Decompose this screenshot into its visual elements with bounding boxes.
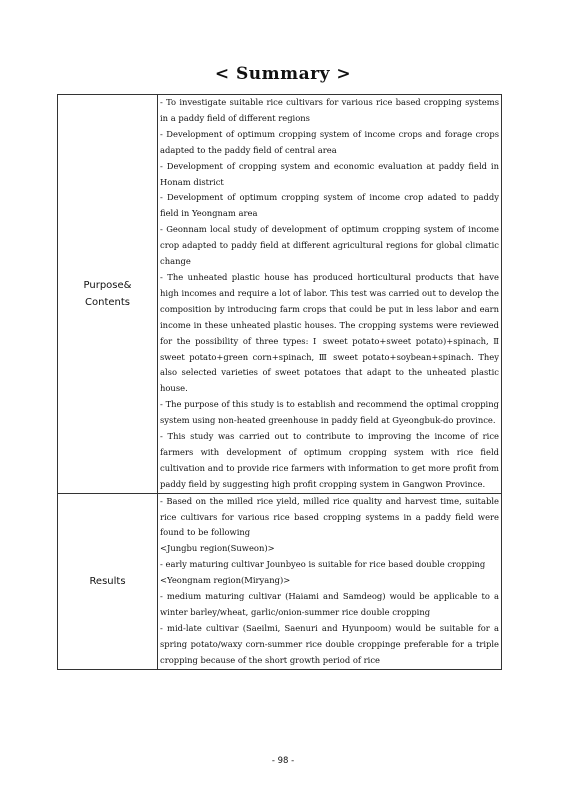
results-label-cell: Results xyxy=(58,493,158,669)
purpose-paragraph: - The purpose of this study is to establish and recommend the optimal cropping system using non-heated greenhouse in paddy field at Gyeongbuk-do province. xyxy=(160,399,499,426)
purpose-paragraph: - Geonnam local study of development of optimum cropping system of income crop adapted to paddy field at different agricultural regions for global climatic change xyxy=(160,224,499,267)
page-number: - 98 - xyxy=(271,756,295,766)
purpose-content-cell xyxy=(158,95,502,494)
results-region-heading: <Jungbu region(Suweon)> xyxy=(160,543,275,554)
purpose-paragraph: - This study was carried out to contribute to improving the income of rice farmers with development of optimum cropping system with rice field cultivation and to provide rice farmers with information to get more profit from paddy field by suggesting high profit cropping system in Gangwon Province. xyxy=(160,431,499,489)
purpose-label-line2: Contents xyxy=(85,296,130,308)
purpose-paragraph: - To investigate suitable rice cultivars for various rice based cropping systems in a paddy field of different regions xyxy=(160,97,499,123)
purpose-paragraph: - The unheated plastic house has produced horticultural products that have high incomes and require a lot of labor. This test was carried out to develop the composition by introducing farm crops that could be put in less labor and earn income in these unheated plastic houses. The cropping systems were reviewed for the possibility of three types: Ⅰ sweet potato+sweet potato)+spinach, Ⅱ sweet potato+green corn+spinach, Ⅲ sweet potato+soybean+spinach. They also selected varieties of sweet potatoes that adapt to the unheated plastic house. xyxy=(160,271,500,394)
purpose-label-cell xyxy=(58,95,158,494)
results-paragraph: - medium maturing cultivar (Haiami and Samdeog) would be applicable to a winter barley/wheat, garlic/onion-summer rice double cropping xyxy=(160,591,499,617)
results-content-cell xyxy=(158,493,502,669)
results-paragraph: - Based on the milled rice yield, milled rice quality and harvest time, suitable rice cultivars for various rice based cropping systems in a paddy field were found to be following xyxy=(160,495,499,538)
purpose-paragraph: - Development of optimum cropping system of income crop adated to paddy field in Yeongnam area xyxy=(160,192,499,219)
page-title: < Summary > xyxy=(214,64,352,84)
purpose-paragraph: - Development of optimum cropping system of income crops and forage crops adapted to the paddy field of central area xyxy=(160,128,499,155)
results-row xyxy=(58,493,502,669)
results-paragraph: - mid-late cultivar (Saeilmi, Saenuri and Hyunpoom) would be suitable for a spring potato/waxy corn-summer rice double croppinge preferable for a triple cropping because of the short growth period of rice xyxy=(160,622,499,665)
purpose-label-line1: Purpose& xyxy=(83,279,132,291)
purpose-row xyxy=(58,95,502,494)
purpose-paragraph: - Development of cropping system and economic evaluation at paddy field in Honam district xyxy=(160,160,499,187)
results-region-heading: <Yeongnam region(Miryang)> xyxy=(160,575,291,586)
results-paragraph: - early maturing cultivar Jounbyeo is suitable for rice based double cropping xyxy=(160,559,486,570)
summary-table xyxy=(57,94,502,670)
